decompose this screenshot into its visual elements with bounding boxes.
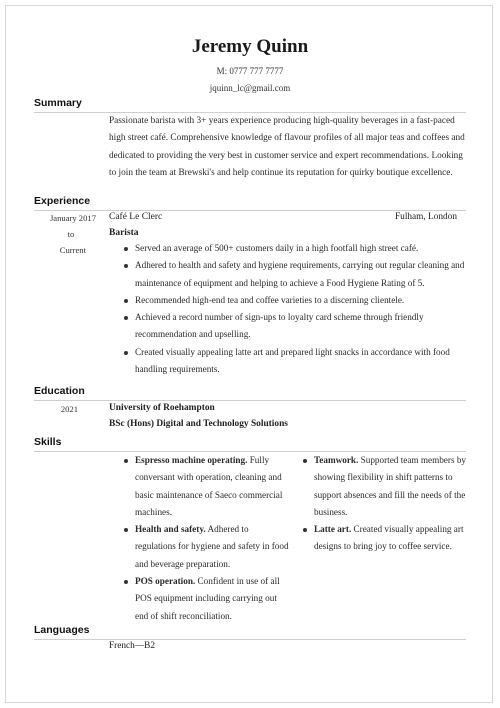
skill-description: Confident in use of all POS equipment including carrying out end of shift reconciliation.: [135, 576, 280, 621]
school-name: University of Roehampton: [109, 403, 215, 413]
job-end-date: Current: [59, 245, 86, 255]
skills-left-list: [121, 452, 289, 625]
skill-description: Supported team members by showing flexibility in shift patterns to support absences and fill the needs of the business.: [314, 455, 467, 517]
education-divider: [34, 400, 466, 401]
experience-divider: [34, 210, 466, 211]
skill-item: [300, 521, 466, 556]
skill-description: Created visually appealing art designs to bring joy to coffee service.: [314, 524, 464, 552]
skill-description: Adhered to regulations for hygiene and safety in food and beverage preparation.: [135, 524, 289, 569]
skill-title: Latte art.: [314, 524, 352, 535]
job-title: Barista: [109, 228, 139, 238]
skill-title: POS operation.: [135, 576, 196, 587]
skill-item: [121, 521, 289, 573]
languages-divider: [34, 639, 466, 640]
skill-description: Fully conversant with operation, cleaning and basic maintenance of Saeco commercial machines.: [135, 455, 283, 517]
skill-item: [300, 452, 466, 521]
job-duty-item: Recommended high-end tea and coffee varieties to a discerning clientele.: [121, 292, 467, 309]
skill-title: Espresso machine operating.: [135, 455, 248, 465]
job-duty-item: Adhered to health and safety and hygiene requirements, carrying out regular cleaning and maintenance of equipment and helping to achieve a Food Hygiene Rating of 5.: [121, 257, 467, 292]
graduation-year: 2021: [60, 404, 78, 414]
company-name: Café Le Clerc: [109, 212, 163, 222]
skills-heading: Skills: [34, 436, 62, 448]
skill-item: [121, 573, 289, 625]
summary-heading: Summary: [34, 97, 82, 109]
languages-heading: Languages: [34, 624, 90, 636]
job-duty-item: Created visually appealing latte art and prepared light snacks in accordance with food handling requirements.: [121, 344, 467, 379]
skill-title: Health and safety.: [135, 524, 206, 535]
job-start-date: January 2017: [49, 213, 96, 223]
skill-item: [121, 452, 289, 521]
job-duties-list: [121, 240, 467, 378]
job-duty-item: Served an average of 500+ customers daily in a high footfall high street café.: [121, 240, 467, 257]
email-address: jquinn_lc@gmail.com: [209, 83, 291, 93]
skills-right-list: [300, 452, 466, 556]
job-date-separator: to: [67, 229, 75, 239]
skill-title: Teamwork.: [314, 455, 359, 465]
job-duty-item: Achieved a record number of sign-ups to loyalty card scheme through friendly recommendation and upselling.: [121, 309, 467, 344]
phone-number: M: 0777 777 7777: [216, 66, 284, 76]
education-heading: Education: [34, 385, 85, 397]
summary-text: Passionate barista with 3+ years experience producing high-quality beverages in a fast-paced high street café. Comprehensive knowledge of flavour profiles of all major teas and coffees and dedicated to providing the very best in customer service and expert recommendations. Looking to join the team at Brewski's and help continue its reputation for quirky boutique excellence.: [109, 116, 465, 178]
degree-name: BSc (Hons) Digital and Technology Solutions: [109, 419, 288, 429]
job-location: Fulham, London: [395, 212, 457, 222]
candidate-name: Jeremy Quinn: [191, 36, 309, 57]
experience-heading: Experience: [34, 195, 91, 207]
language-entry: French—B2: [109, 641, 155, 651]
